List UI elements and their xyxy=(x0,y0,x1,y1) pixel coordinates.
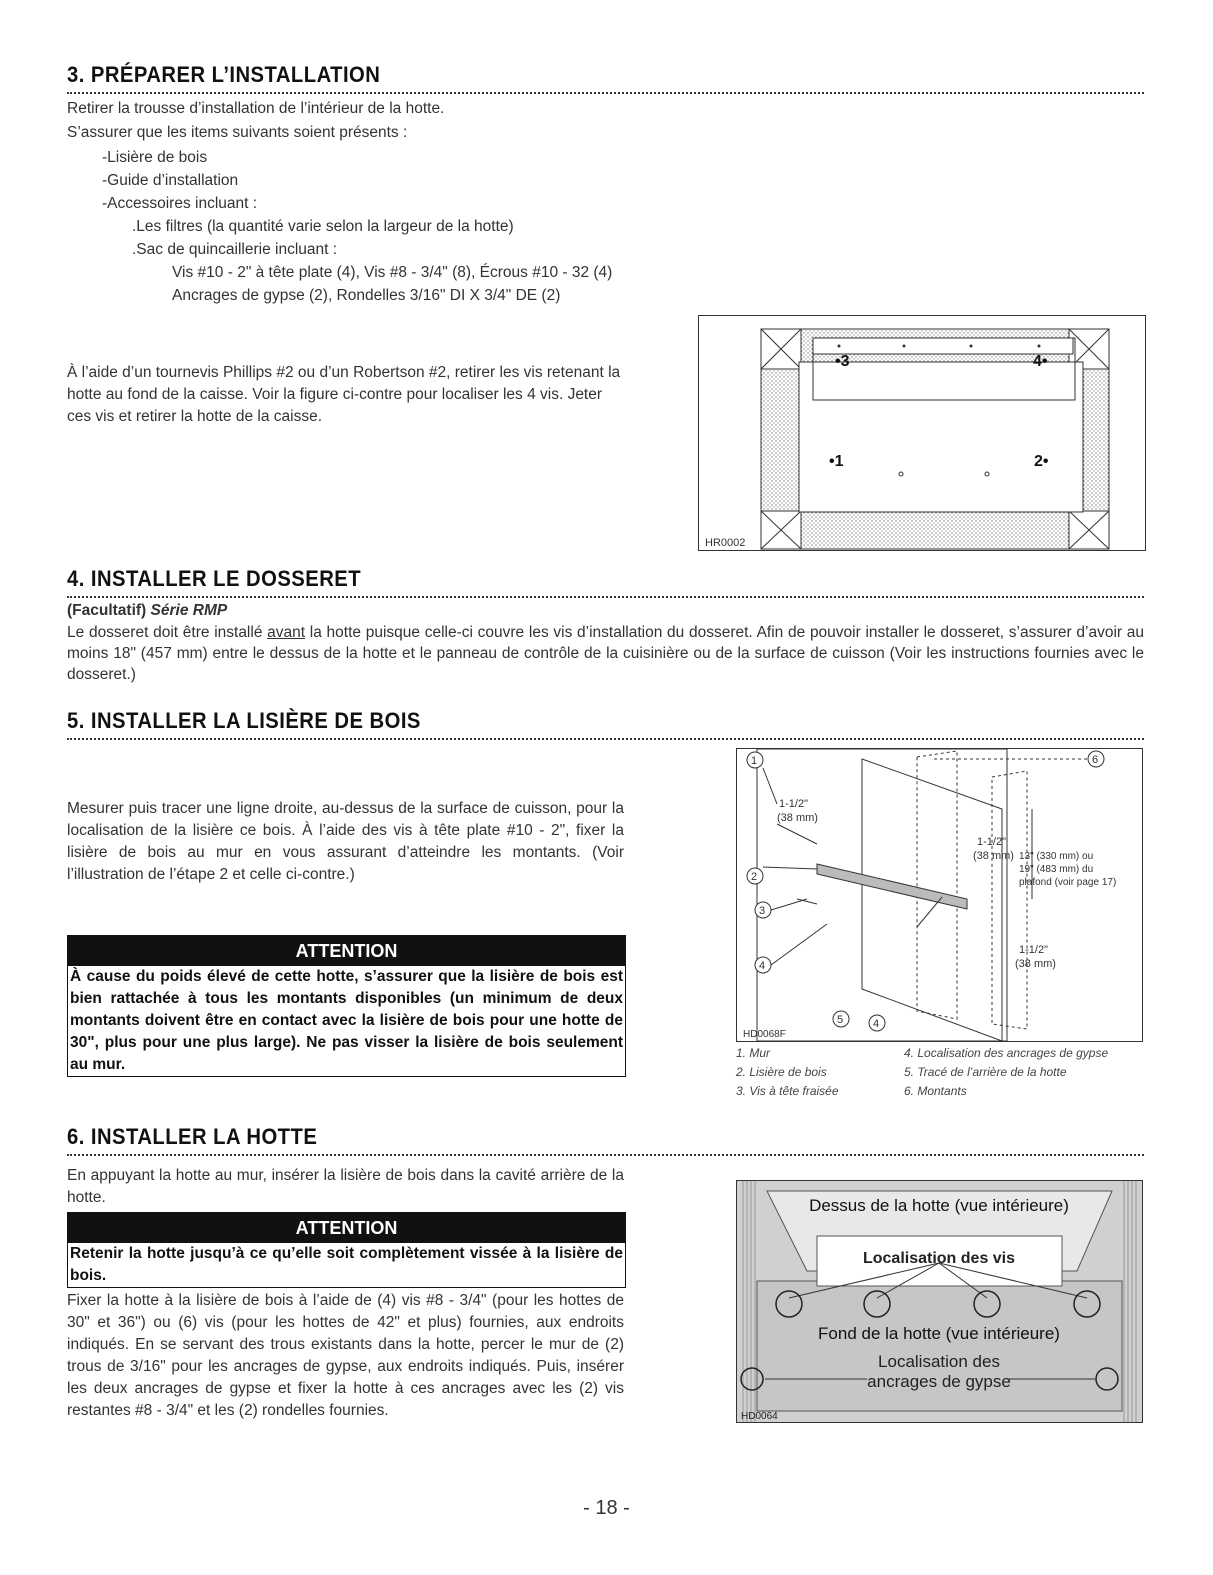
svg-text:4: 4 xyxy=(759,960,766,972)
dim-2: 1-1/2" xyxy=(977,836,1006,848)
section-6-p1: En appuyant la hotte au mur, insérer la lisière de bois dans la cavité arrière de la hotte. xyxy=(67,1167,624,1206)
label-screws: Localisation des vis xyxy=(862,1250,1016,1267)
svg-text:1: 1 xyxy=(751,755,758,767)
dim-2b: (38 mm) xyxy=(973,850,1014,862)
dim-3b: 19" (483 mm) du xyxy=(1019,864,1094,875)
label-top: Dessus de la hotte (vue intérieure) xyxy=(809,1196,1069,1215)
attention-text: Retenir la hotte jusqu’à ce qu’elle soit complètement vissée à la lisière de bois. xyxy=(70,1245,623,1284)
section-3-item-3: -Accessoires incluant : xyxy=(102,195,258,212)
svg-text:2: 2 xyxy=(751,871,758,883)
section-5-rule xyxy=(67,738,1144,740)
section-5-paragraph: Mesurer puis tracer une ligne droite, au-dessus de la surface de cuisson, pour la localisation de la lisière ce bois. À l’aide des vis à tête plate #10 - 2", fixer la lisière de bois au mur en vous assurant d’atteindre les montants. (Voir l’illustration de l’étape 2 et celle ci-contre.) xyxy=(67,800,624,883)
svg-text:4: 4 xyxy=(873,1018,880,1030)
section-3-p2: S’assurer que les items suivants soient présents : xyxy=(67,124,408,141)
section-3-title: 3. PRÉPARER L’INSTALLATION xyxy=(67,62,381,87)
wood-strip-diagram xyxy=(737,749,1142,1041)
section-3-item-2: -Guide d’installation xyxy=(102,172,239,189)
attention-title: ATTENTION xyxy=(68,936,625,966)
label-anchors-1: Localisation des xyxy=(878,1352,1000,1371)
section-3-sub-2: .Sac de quincaillerie incluant : xyxy=(132,241,338,258)
dim-1b: (38 mm) xyxy=(777,812,818,824)
paragraph-after: la hotte puisque celle-ci couvre les vis d’installation du dosseret. Afin de pouvoir installer le dosseret, s’assurer d’avoir au moins 18" (457 mm) entre le dessus de la hotte et le panneau de contrôle de la cuisinière ou de la surface de cuisson (Voir les instructions fournies avec le dosseret.) xyxy=(67,624,1144,683)
figure-hd0068f xyxy=(736,748,1143,1042)
legend-1: 1. Mur xyxy=(736,1046,771,1060)
dim-3c: plafond (voir page 17) xyxy=(1019,877,1117,888)
attention-title: ATTENTION xyxy=(68,1213,625,1243)
section-4-optional xyxy=(67,600,227,622)
optional-label: (Facultatif) xyxy=(67,602,147,619)
screw-label-3: •3 xyxy=(835,353,850,370)
legend-4: 4. Localisation des ancrages de gypse xyxy=(904,1046,1109,1060)
svg-text:3: 3 xyxy=(759,905,766,917)
paragraph-underline: avant xyxy=(267,624,306,641)
section-4-rule xyxy=(67,596,1144,598)
hood-in-crate-diagram xyxy=(699,316,1145,550)
section-3-subsub-2: Ancrages de gypse (2), Rondelles 3/16" DI X 3/4" DE (2) xyxy=(172,287,561,304)
label-anchors-2: ancrages de gypse xyxy=(867,1372,1011,1391)
section-6-attention xyxy=(67,1212,626,1288)
section-4-title: 4. INSTALLER LE DOSSERET xyxy=(67,566,362,591)
dim-4: 1-1/2" xyxy=(1019,944,1048,956)
section-3-subsub-1: Vis #10 - 2" à tête plate (4), Vis #8 - 3/4" (8), Écrous #10 - 32 (4) xyxy=(172,264,613,281)
figure-hd0064 xyxy=(736,1180,1143,1423)
section-3-item-1: -Lisière de bois xyxy=(102,149,208,166)
section-3-sub-1: .Les filtres (la quantité varie selon la largeur de la hotte) xyxy=(132,218,514,235)
section-3-p1: Retirer la trousse d’installation de l’intérieur de la hotte. xyxy=(67,100,445,117)
attention-text: À cause du poids élevé de cette hotte, s’assurer que la lisière de bois est bien rattachée à tous les montants disponibles (un minimum de deux montants doivent être en contact avec la lisière de bois pour une hotte de 30", plus pour une plus large). Ne pas visser la lisière de bois seulement au mur. xyxy=(70,968,623,1073)
legend-3: 3. Vis à tête fraisée xyxy=(736,1084,839,1098)
screw-label-1: •1 xyxy=(829,453,844,470)
figure-code: HR0002 xyxy=(705,537,746,549)
section-5-title: 5. INSTALLER LA LISIÈRE DE BOIS xyxy=(67,708,421,733)
figure-code: HD0068F xyxy=(743,1029,786,1040)
figure-code: HD0064 xyxy=(741,1411,778,1422)
section-6-title: 6. INSTALLER LA HOTTE xyxy=(67,1124,318,1149)
section-6-p2: Fixer la hotte à la lisière de bois à l’aide de (4) vis #8 - 3/4" (pour les hottes de 30" et 36") ou (6) vis (pour les hottes de 42" et plus) fournies, aux endroits indiqués. En se servant des trous existants dans la hotte, percer le mur de (2) trous de 3/16" pour les ancrages de gypse, aux endroits indiqués. Puis, insérer les deux ancrages de gypse et fixer la hotte à ces ancrages avec les (2) vis restantes #8 - 3/4" et les (2) rondelles fournies. xyxy=(67,1292,624,1419)
hood-interior-diagram xyxy=(737,1181,1142,1422)
legend-5: 5. Tracé de l’arrière de la hotte xyxy=(904,1065,1067,1079)
dim-1: 1-1/2" xyxy=(779,798,808,810)
dim-4b: (38 mm) xyxy=(1015,958,1056,970)
section-4-paragraph xyxy=(67,622,1144,685)
screw-label-4: 4• xyxy=(1033,353,1048,370)
section-3-p3: À l’aide d’un tournevis Phillips #2 ou d’un Robertson #2, retirer les vis retenant la hotte au fond de la caisse. Voir la figure ci-contre pour localiser les 4 vis. Jeter ces vis et retirer la hotte de la caisse. xyxy=(67,364,621,425)
dim-3: 13" (330 mm) ou xyxy=(1019,851,1094,862)
figure-hr0002 xyxy=(698,315,1146,551)
legend-2: 2. Lisière de bois xyxy=(736,1065,827,1079)
series-label: Série RMP xyxy=(150,602,228,619)
section-3-rule xyxy=(67,92,1144,94)
section-5-attention xyxy=(67,935,626,1077)
paragraph-before: Le dosseret doit être installé xyxy=(67,624,268,641)
screw-label-2: 2• xyxy=(1034,453,1049,470)
label-bottom: Fond de la hotte (vue intérieure) xyxy=(818,1324,1060,1343)
svg-text:5: 5 xyxy=(837,1014,844,1026)
section-6-rule xyxy=(67,1154,1144,1156)
legend-6: 6. Montants xyxy=(904,1084,967,1098)
page-number: - 18 - xyxy=(583,1497,630,1519)
svg-text:6: 6 xyxy=(1092,754,1099,766)
